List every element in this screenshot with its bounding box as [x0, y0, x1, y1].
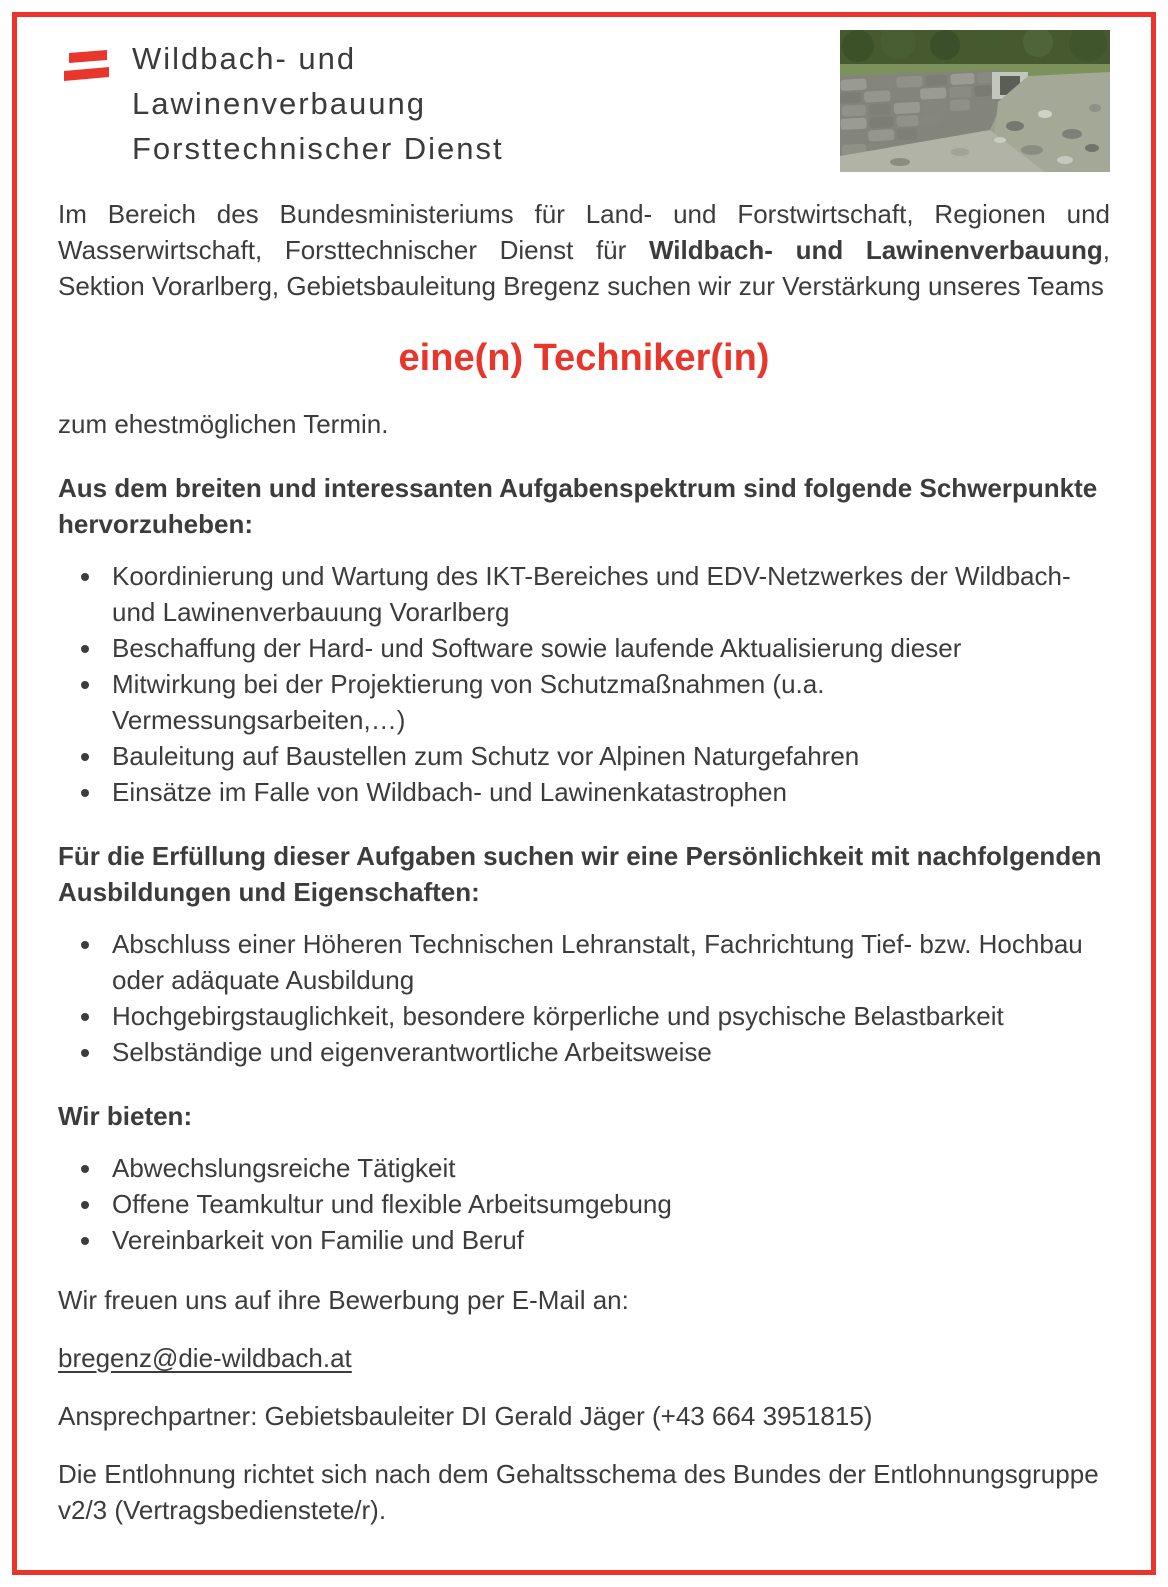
application-line: Wir freuen uns auf ihre Bewerbung per E-Mail an: [58, 1285, 629, 1315]
list-item: • Beschaffung der Hard- und Software sowie laufende Aktualisierung dieser [104, 630, 1110, 666]
offer-list [58, 1150, 1110, 1258]
austria-flag-icon [58, 48, 112, 86]
start-date-line: zum ehestmöglichen Termin. [58, 409, 389, 439]
list-item: • Einsätze im Falle von Wildbach- und Lawinenkatastrophen [104, 774, 1110, 810]
email-link[interactable]: bregenz@die-wildbach.at [58, 1343, 352, 1373]
salary-line: Die Entlohnung richtet sich nach dem Gehaltsschema des Bundes der Entlohnungsgruppe v2/3 (Vertragsbedienstete/r). [58, 1459, 1099, 1525]
intro-paragraph [58, 196, 1110, 304]
intro-text-after: , Sektion Vorarlberg, Gebietsbauleitung Bregenz suchen wir zur Verstärkung unseres Teams [58, 235, 1110, 301]
list-item: • Vereinbarkeit von Familie und Beruf [104, 1222, 1110, 1258]
header [58, 30, 1110, 172]
contact-line: Ansprechpartner: Gebietsbauleiter DI Gerald Jäger (+43 664 3951815) [58, 1401, 873, 1431]
list-item: • Offene Teamkultur und flexible Arbeitsumgebung [104, 1186, 1110, 1222]
logo-line-1: Wildbach- und [132, 41, 357, 76]
list-item: • Selbständige und eigenverantwortliche Arbeitsweise [104, 1034, 1110, 1070]
intro-text-bold: Wildbach- und Lawinenverbauung [648, 235, 1103, 265]
section-heading-offer: Wir bieten: [58, 1101, 193, 1131]
intro-text-before: Im Bereich des Bundesministeriums für Land- und Forstwirtschaft, Regionen und Wasserwirtschaft, Forsttechnischer Dienst für [58, 199, 1110, 265]
list-item: • Abwechslungsreiche Tätigkeit [104, 1150, 1110, 1186]
email-line [58, 1340, 1110, 1376]
section-heading-tasks: Aus dem breiten und interessanten Aufgabenspektrum sind folgende Schwerpunkte hervorzuheben: [58, 473, 1098, 539]
list-item: • Hochgebirgstauglichkeit, besondere körperliche und psychische Belastbarkeit [104, 998, 1110, 1034]
section-heading-requirements: Für die Erfüllung dieser Aufgaben suchen wir eine Persönlichkeit mit nachfolgenden Ausbildungen und Eigenschaften: [58, 841, 1102, 907]
requirements-list [58, 926, 1110, 1070]
list-item: • Bauleitung auf Baustellen zum Schutz vor Alpinen Naturgefahren [104, 738, 1110, 774]
page-content [58, 30, 1110, 1561]
logo [58, 30, 504, 171]
list-item: • Mitwirkung bei der Projektierung von Schutzmaßnahmen (u.a. Vermessungsarbeiten,…) [104, 666, 1110, 738]
logo-text [132, 36, 504, 171]
list-item: • Abschluss einer Höheren Technischen Lehranstalt, Fachrichtung Tief- bzw. Hochbau oder adäquate Ausbildung [104, 926, 1110, 998]
logo-line-2: Lawinenverbauung [132, 86, 426, 121]
logo-line-3: Forsttechnischer Dienst [132, 131, 504, 166]
list-item: • Koordinierung und Wartung des IKT-Bereiches und EDV-Netzwerkes der Wildbach- und Lawinenverbauung Vorarlberg [104, 558, 1110, 630]
tasks-list [58, 558, 1110, 810]
construction-site-photo [840, 30, 1110, 172]
job-title-headline: eine(n) Techniker(in) [398, 337, 770, 379]
